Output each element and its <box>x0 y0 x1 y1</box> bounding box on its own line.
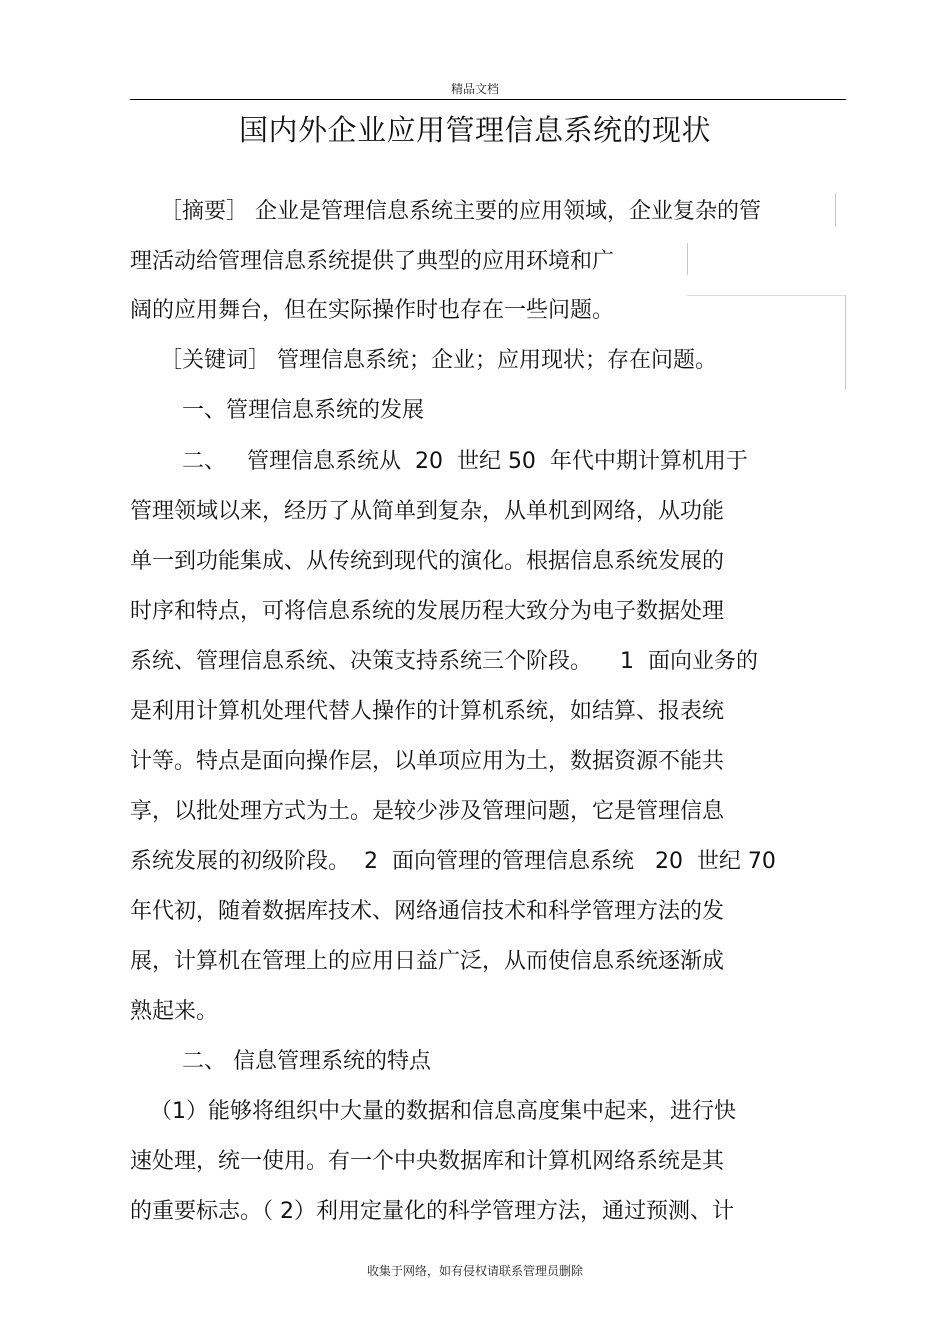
abstract-line-3: 阔的应用舞台，但在实际操作时也存在一些问题。 <box>130 298 615 323</box>
paragraph-line: 的重要标志。（ 2）利用定量化的科学管理方法，通过预测、计 <box>130 1199 734 1224</box>
page-footer-note: 收集于网络，如有侵权请联系管理员删除 <box>366 1264 583 1278</box>
abstract-line-1: ［摘要］ 企业是管理信息系统主要的应用领域，企业复杂的管 <box>160 199 761 224</box>
scan-border-line <box>687 295 845 296</box>
paragraph-line: 时序和特点，可将信息系统的发展历程大致分为电子数据处理 <box>130 599 725 624</box>
page-header-label: 精品文档 <box>450 82 499 96</box>
scan-border-line <box>687 243 688 275</box>
section-heading-2: 二、 信息管理系统的特点 <box>182 1049 431 1074</box>
paragraph-line: 二、 管理信息系统从 20 世纪 50 年代中期计算机用于 <box>182 449 748 474</box>
paragraph-line: 管理领域以来，经历了从简单到复杂，从单机到网络，从功能 <box>130 499 725 524</box>
abstract-line-2: 理活动给管理信息系统提供了典型的应用环境和广 <box>130 249 615 274</box>
paragraph-line: 速处理，统一使用。有一个中央数据库和计算机网络系统是其 <box>130 1149 725 1174</box>
scan-border-line <box>845 295 846 390</box>
keywords-line: ［关键词］ 管理信息系统；企业；应用现状；存在问题。 <box>160 348 717 373</box>
paragraph-line: 展，计算机在管理上的应用日益广泛，从而使信息系统逐渐成 <box>130 949 725 974</box>
paragraph-line: 计等。特点是面向操作层，以单项应用为土，数据资源不能共 <box>130 749 725 774</box>
document-title: 国内外企业应用管理信息系统的现状 <box>238 113 711 147</box>
paragraph-line: 单一到功能集成、从传统到现代的演化。根据信息系统发展的 <box>130 549 725 574</box>
scan-border-line <box>835 193 836 227</box>
section-heading-1: 一、管理信息系统的发展 <box>182 398 425 423</box>
paragraph-line: 年代初，随着数据库技术、网络通信技术和科学管理方法的发 <box>130 899 725 924</box>
paragraph-line: 熟起来。 <box>130 999 219 1024</box>
header-divider <box>130 99 846 100</box>
paragraph-line: 享，以批处理方式为土。是较少涉及管理问题，它是管理信息 <box>130 799 725 824</box>
paragraph-line: 系统发展的初级阶段。 2 面向管理的管理信息系统 20 世纪 70 <box>130 849 776 874</box>
paragraph-line: 系统、管理信息系统、决策支持系统三个阶段。 1 面向业务的 <box>130 649 758 674</box>
paragraph-line: （1）能够将组织中大量的数据和信息高度集中起来，进行快 <box>150 1099 736 1124</box>
paragraph-line: 是利用计算机处理代替人操作的计算机系统，如结算、报表统 <box>130 699 725 724</box>
